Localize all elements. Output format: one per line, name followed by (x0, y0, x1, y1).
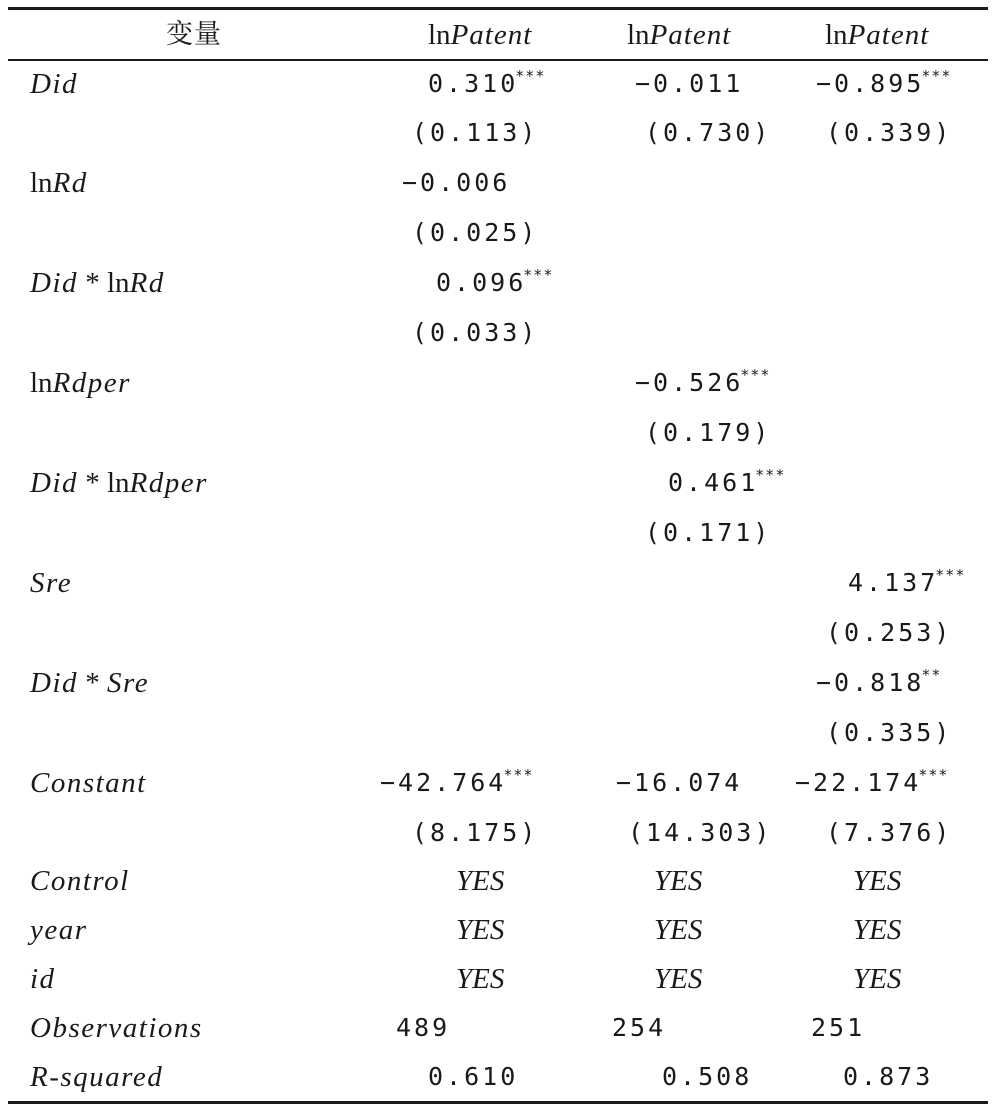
cell-year-c2: YES (654, 914, 703, 946)
coef-value: −0.011 (635, 69, 744, 98)
cell-did-se-c3: (0.339) (826, 118, 953, 147)
header-variable: 变量 (166, 19, 222, 50)
significance-stars: *** (503, 766, 534, 784)
coef-value: −42.764 (380, 768, 507, 797)
table-row-did-sre-se (8, 708, 988, 758)
cell-sre-c3 (848, 558, 965, 611)
label-b: Sre (107, 667, 150, 699)
cell-control-c3: YES (853, 865, 902, 897)
cell-year-c3: YES (853, 914, 902, 946)
cell-observations-c2: 254 (612, 1013, 667, 1042)
cell-did-lnrdper-se-c2: (0.171) (645, 518, 772, 547)
row-label-did-lnrd (30, 258, 165, 308)
row-label-lnrd (30, 158, 88, 208)
cell-control-c1: YES (456, 865, 505, 897)
table-row-sre (8, 558, 988, 608)
cell-did-sre-c3 (816, 658, 941, 711)
significance-stars: *** (515, 67, 546, 85)
table-row-lnrd (8, 158, 988, 208)
cell-r-squared-c2: 0.508 (662, 1062, 753, 1091)
label-name: Rd (129, 267, 165, 299)
header-col-2-name: Patent (649, 19, 732, 51)
significance-stars: *** (755, 466, 786, 484)
label-name: Rdper (52, 367, 131, 399)
coef-value: −0.818 (816, 668, 925, 697)
coef-value: −0.526 (635, 368, 744, 397)
top-rule (8, 7, 988, 10)
table-row-year (8, 905, 988, 955)
cell-did-sre-se-c3: (0.335) (826, 718, 953, 747)
table-row-lnrd-se (8, 208, 988, 258)
table-row-lnrdper-se (8, 408, 988, 458)
table-row-constant (8, 758, 988, 808)
coef-value: 0.310 (428, 69, 519, 98)
cell-control-c2: YES (654, 865, 703, 897)
header-col-2-prefix: ln (627, 19, 650, 51)
label-prefix: ln (30, 167, 53, 199)
table-row-observations (8, 1003, 988, 1053)
label-name: Rd (52, 167, 88, 199)
cell-constant-c1 (380, 758, 533, 811)
coef-value: 0.096 (436, 268, 527, 297)
table-row-did-lnrdper-se (8, 508, 988, 558)
table-row-did-lnrd (8, 258, 988, 308)
header-col-2 (627, 12, 731, 58)
header-col-3-prefix: ln (825, 19, 848, 51)
cell-constant-se-c3: (7.376) (826, 818, 953, 847)
row-label-r-squared: R-squared (30, 1061, 164, 1093)
cell-did-lnrd-c1 (436, 258, 553, 311)
row-label-constant: Constant (30, 767, 147, 799)
cell-constant-se-c1: (8.175) (412, 818, 539, 847)
table-row-r-squared (8, 1052, 988, 1102)
cell-observations-c3: 251 (811, 1013, 866, 1042)
row-label-observations: Observations (30, 1012, 203, 1044)
cell-constant-c3 (795, 758, 948, 811)
table-row-did-se (8, 108, 988, 158)
significance-stars: *** (935, 566, 966, 584)
cell-did-c1 (428, 59, 545, 112)
label-a: Did (30, 667, 78, 699)
cell-lnrdper-c2 (635, 358, 770, 411)
cell-did-c3 (816, 59, 951, 112)
row-label-id: id (30, 963, 56, 995)
cell-did-se-c2: (0.730) (645, 118, 772, 147)
coef-value: −22.174 (795, 768, 922, 797)
cell-did-lnrd-se-c1: (0.033) (412, 318, 539, 347)
header-col-1 (428, 12, 532, 58)
cell-did-se-c1: (0.113) (412, 118, 539, 147)
table-row-lnrdper (8, 358, 988, 408)
row-label-sre: Sre (30, 567, 73, 599)
label-operator: * (78, 467, 107, 499)
header-col-3 (825, 12, 929, 58)
cell-lnrdper-se-c2: (0.179) (645, 418, 772, 447)
coef-value: 4.137 (848, 568, 939, 597)
cell-lnrd-c1: −0.006 (402, 168, 511, 197)
label-prefix: ln (107, 267, 130, 299)
cell-did-c2 (635, 59, 743, 109)
coef-value: −16.074 (616, 768, 743, 797)
header-col-3-name: Patent (847, 19, 930, 51)
table-row-control (8, 856, 988, 906)
cell-id-c3: YES (853, 963, 902, 995)
label-operator: * (78, 667, 107, 699)
cell-constant-se-c2: (14.303) (628, 818, 773, 847)
label-operator: * (78, 267, 107, 299)
table-row-constant-se (8, 808, 988, 858)
cell-sre-se-c3: (0.253) (826, 618, 953, 647)
cell-observations-c1: 489 (396, 1013, 451, 1042)
cell-constant-c2 (616, 758, 742, 808)
cell-year-c1: YES (456, 914, 505, 946)
label-prefix: ln (107, 467, 130, 499)
significance-stars: *** (921, 67, 952, 85)
significance-stars: *** (523, 266, 554, 284)
cell-did-lnrdper-c2 (668, 458, 785, 511)
row-label-year: year (30, 914, 88, 946)
label-a: Did (30, 467, 78, 499)
significance-stars: *** (918, 766, 949, 784)
significance-stars: *** (740, 366, 771, 384)
label-name: Rdper (129, 467, 208, 499)
cell-r-squared-c1: 0.610 (428, 1062, 519, 1091)
table-row-did (8, 59, 988, 109)
row-label-lnrdper (30, 358, 131, 408)
row-label-did-lnrdper (30, 458, 208, 508)
table-row-id (8, 954, 988, 1004)
cell-id-c1: YES (456, 963, 505, 995)
table-row-did-lnrdper (8, 458, 988, 508)
cell-lnrd-se-c1: (0.025) (412, 218, 539, 247)
table-row-did-sre (8, 658, 988, 708)
table-row-sre-se (8, 608, 988, 658)
row-label-did: Did (30, 68, 78, 100)
header-col-1-name: Patent (450, 19, 533, 51)
table-row-did-lnrd-se (8, 308, 988, 358)
regression-table (8, 0, 988, 1110)
cell-id-c2: YES (654, 963, 703, 995)
label-a: Did (30, 267, 78, 299)
coef-value: −0.895 (816, 69, 925, 98)
row-label-control: Control (30, 865, 130, 897)
cell-r-squared-c3: 0.873 (843, 1062, 934, 1091)
row-label-did-sre (30, 658, 149, 708)
label-prefix: ln (30, 367, 53, 399)
coef-value: 0.461 (668, 468, 759, 497)
significance-stars: ** (921, 666, 942, 684)
header-col-1-prefix: ln (428, 19, 451, 51)
